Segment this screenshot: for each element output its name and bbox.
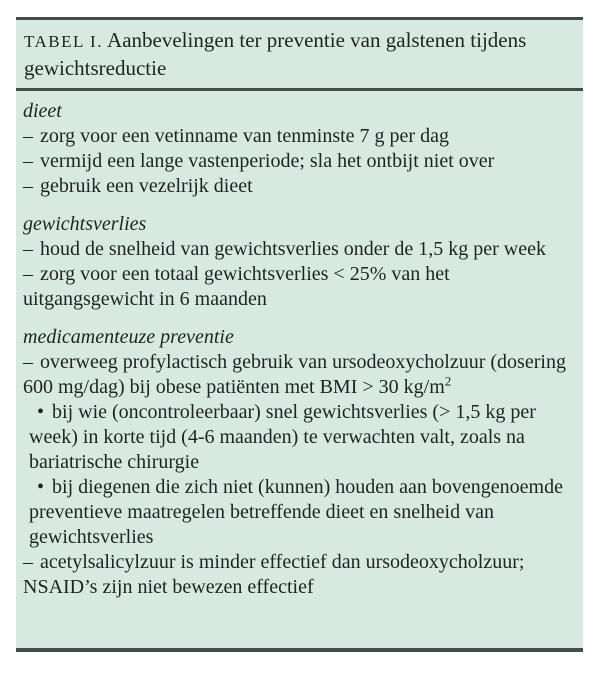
item-text: zorg voor een vetinname van tenminste 7 g per dag — [40, 125, 449, 147]
dash-marker: – — [23, 150, 33, 172]
dash-marker: – — [23, 175, 33, 197]
section-heading: medicamenteuze preventie — [23, 326, 234, 348]
item-text: acetylsalicylzuur is minder effectief dan ursodeoxycholzuur; NSAID’s zijn niet bewezen effectief — [23, 551, 525, 598]
superscript: 2 — [444, 373, 452, 389]
table-title: Aanbevelingen ter preventie van galstenen tijdens gewichtsreductie — [24, 28, 527, 80]
dash-marker: – — [23, 351, 33, 373]
table-galstenen-preventie — [16, 17, 583, 652]
section-heading: dieet — [23, 100, 62, 122]
section-medicamenteuze-preventie — [23, 325, 575, 600]
item-text: gebruik een vezelrijk dieet — [40, 175, 253, 197]
dash-marker: – — [23, 125, 33, 147]
bullet-marker: • — [37, 476, 45, 498]
list-item — [23, 124, 575, 149]
list-item — [23, 237, 575, 262]
dash-marker: – — [23, 551, 33, 573]
table-caption — [16, 20, 583, 91]
list-item — [23, 400, 575, 475]
list-item — [23, 262, 575, 312]
section-dieet — [23, 99, 575, 199]
item-text: bij wie (oncontroleerbaar) snel gewichtsverlies (> 1,5 kg per week) in korte tijd (4-6 maanden) te verwachten valt, zoals na bariatrische chirurgie — [29, 401, 536, 473]
section-gewichtsverlies — [23, 212, 575, 312]
table-body — [16, 91, 583, 600]
section-heading: gewichtsverlies — [23, 213, 147, 235]
list-item — [23, 149, 575, 174]
dash-marker: – — [23, 263, 33, 285]
list-item — [23, 475, 575, 550]
bullet-marker: • — [37, 401, 45, 423]
item-text: overweeg profylactisch gebruik van ursodeoxycholzuur (dosering 600 mg/dag) bij obese patiënten met BMI > 30 kg/m — [23, 351, 566, 398]
list-item — [23, 350, 575, 400]
item-text: houd de snelheid van gewichtsverlies onder de 1,5 kg per week — [40, 238, 546, 260]
list-item — [23, 550, 575, 600]
list-item — [23, 174, 575, 199]
table-number-label: TABEL I. — [24, 32, 103, 51]
item-text: vermijd een lange vastenperiode; sla het ontbijt niet over — [40, 150, 495, 172]
dash-marker: – — [23, 238, 33, 260]
item-text: bij diegenen die zich niet (kunnen) houden aan bovengenoemde preventieve maatregelen betreffende dieet en snelheid van gewichtsverlies — [29, 476, 563, 548]
item-text: zorg voor een totaal gewichtsverlies < 25% van het uitgangsgewicht in 6 maanden — [23, 263, 450, 310]
